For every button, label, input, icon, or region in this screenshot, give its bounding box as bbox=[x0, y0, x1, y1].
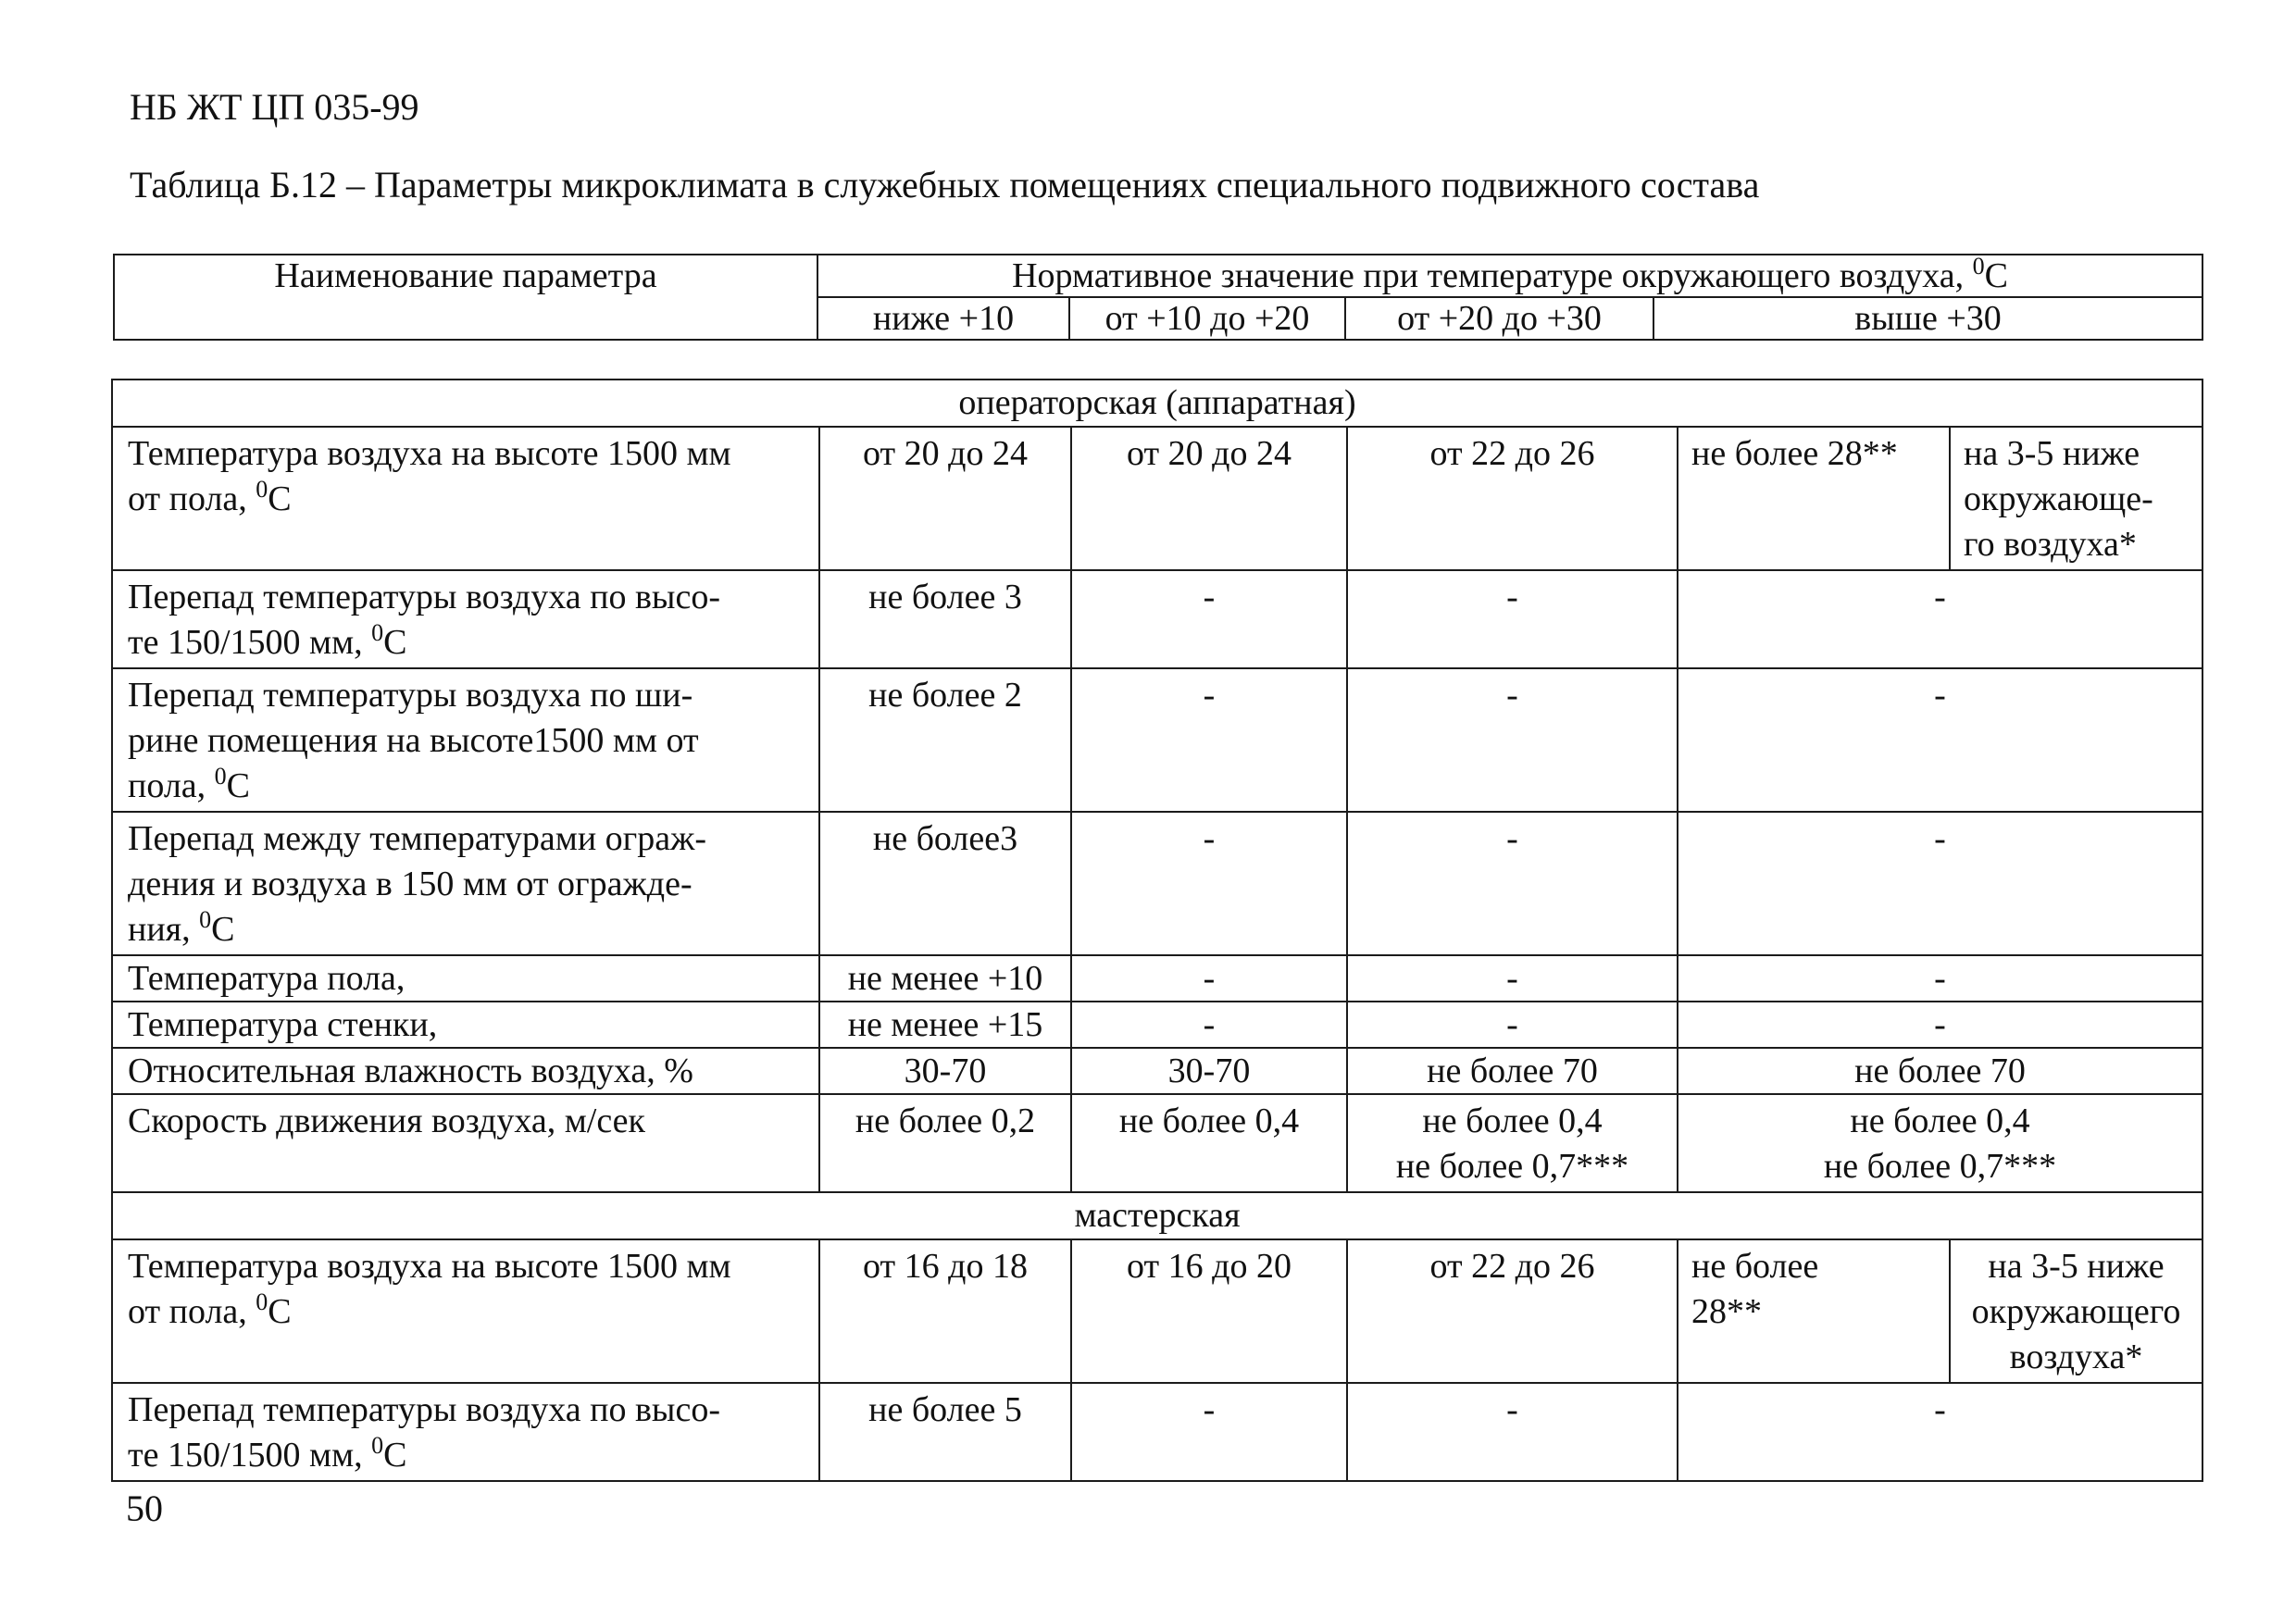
value-cell: 30-70 bbox=[819, 1048, 1071, 1094]
degree-sign: 0 bbox=[256, 1288, 268, 1315]
value-cell: - bbox=[1678, 570, 2202, 668]
parameter-cell: Перепад температуры воздуха по высо- те 150/1500 мм, $^0$C bbox=[112, 1383, 819, 1481]
value-cell: от 20 до 24 bbox=[819, 427, 1071, 570]
table-header bbox=[113, 254, 2203, 341]
value-cell: на 3-5 ниже окружающего воздуха* bbox=[1950, 1239, 2202, 1383]
microclimate-table bbox=[111, 379, 2203, 1482]
table-row bbox=[112, 1383, 2202, 1481]
table-row bbox=[112, 427, 2202, 570]
value-cell: - bbox=[1347, 812, 1678, 955]
value-cell: - bbox=[1347, 668, 1678, 812]
header-parameter-label: Наименование параметра bbox=[274, 256, 657, 295]
table-row bbox=[112, 668, 2202, 812]
value-cell: - bbox=[1071, 570, 1347, 668]
parameter-cell: Перепад температуры воздуха по высо- те 150/1500 мм, $^0$C bbox=[112, 570, 819, 668]
table-row bbox=[112, 812, 2202, 955]
value-cell: от 22 до 26 bbox=[1347, 427, 1678, 570]
value-cell: на 3-5 ниже окружающе- го воздуха* bbox=[1950, 427, 2202, 570]
header-range-above-30: выше +30 bbox=[1653, 297, 2202, 340]
value-cell: - bbox=[1678, 1383, 2202, 1481]
parameter-cell: Температура воздуха на высоте 1500 мм от пола, $^0$C bbox=[112, 1239, 819, 1383]
value-cell: - bbox=[1347, 1383, 1678, 1481]
value-cell: - bbox=[1071, 1002, 1347, 1048]
value-cell: не менее +10 bbox=[819, 955, 1071, 1002]
parameter-cell: Относительная влажность воздуха, % bbox=[112, 1048, 819, 1094]
value-cell: не более 5 bbox=[819, 1383, 1071, 1481]
parameter-cell bbox=[112, 427, 819, 570]
header-range-20-30: от +20 до +30 bbox=[1345, 297, 1653, 340]
table-row bbox=[112, 1094, 2202, 1192]
value-cell: не более 2 bbox=[819, 668, 1071, 812]
value-cell: не более 0,2 bbox=[819, 1094, 1071, 1192]
value-cell: - bbox=[1071, 812, 1347, 955]
table-row bbox=[112, 1002, 2202, 1048]
header-parameter-name bbox=[114, 255, 817, 340]
value-cell: 30-70 bbox=[1071, 1048, 1347, 1094]
section-title: операторская (аппаратная) bbox=[112, 380, 2202, 427]
degree-sign: 0 bbox=[371, 1432, 384, 1459]
parameter-cell: Температура пола, bbox=[112, 955, 819, 1002]
table-row bbox=[112, 570, 2202, 668]
page-number: 50 bbox=[126, 1487, 163, 1529]
parameter-cell: Температура стенки, bbox=[112, 1002, 819, 1048]
value-cell: не более 0,4 bbox=[1071, 1094, 1347, 1192]
section-title: мастерская bbox=[112, 1192, 2202, 1239]
section-header-row bbox=[112, 1192, 2202, 1239]
degree-sign: 0 bbox=[371, 619, 384, 646]
value-cell: не более 28** bbox=[1678, 427, 1950, 570]
header-normative-value bbox=[817, 255, 2202, 297]
parameter-cell: Перепад температуры воздуха по ши- рине помещения на высоте1500 мм от пола, $^0$C bbox=[112, 668, 819, 812]
value-cell: от 22 до 26 bbox=[1347, 1239, 1678, 1383]
table-row bbox=[112, 955, 2202, 1002]
value-cell: - bbox=[1071, 955, 1347, 1002]
header-normative-label: Нормативное значение при температуре окружающего воздуха, bbox=[1012, 256, 1965, 295]
value-cell: - bbox=[1678, 1002, 2202, 1048]
value-cell: - bbox=[1347, 955, 1678, 1002]
parameter-cell: Перепад между температурами ограж- дения и воздуха в 150 мм от огражде- ния, $^0$C bbox=[112, 812, 819, 955]
value-cell: - bbox=[1347, 570, 1678, 668]
degree-sign: 0 bbox=[256, 476, 268, 503]
value-cell: не менее +15 bbox=[819, 1002, 1071, 1048]
value-cell: - bbox=[1678, 668, 2202, 812]
value-cell: - bbox=[1347, 1002, 1678, 1048]
value-cell: - bbox=[1678, 812, 2202, 955]
parameter-line: Температура воздуха на высоте 1500 мм bbox=[128, 434, 731, 473]
parameter-cell: Скорость движения воздуха, м/сек bbox=[112, 1094, 819, 1192]
document-code: НБ ЖТ ЦП 035-99 bbox=[130, 86, 419, 128]
value-cell: от 16 до 18 bbox=[819, 1239, 1071, 1383]
degree-sign: 0 bbox=[214, 763, 227, 790]
value-cell: не более 70 bbox=[1678, 1048, 2202, 1094]
header-range-10-20: от +10 до +20 bbox=[1069, 297, 1345, 340]
value-cell: - bbox=[1071, 1383, 1347, 1481]
value-cell: от 20 до 24 bbox=[1071, 427, 1347, 570]
value-cell: не более 3 bbox=[819, 570, 1071, 668]
header-normative-unit: C bbox=[1984, 256, 2008, 295]
parameter-line: от пола, $^0$C bbox=[128, 476, 292, 518]
table-row bbox=[112, 1048, 2202, 1094]
value-cell: не более 0,4 не более 0,7*** bbox=[1347, 1094, 1678, 1192]
table-row bbox=[112, 1239, 2202, 1383]
degree-sign: 0 bbox=[199, 906, 212, 933]
degree-sign: 0 bbox=[1972, 253, 1985, 280]
table-caption: Таблица Б.12 – Параметры микроклимата в служебных помещениях специального подвижного состава bbox=[130, 164, 1760, 205]
value-cell: не более 28** bbox=[1678, 1239, 1950, 1383]
header-range-below-10: ниже +10 bbox=[817, 297, 1069, 340]
value-cell: не более 0,4 не более 0,7*** bbox=[1678, 1094, 2202, 1192]
value-cell: - bbox=[1071, 668, 1347, 812]
value-cell: от 16 до 20 bbox=[1071, 1239, 1347, 1383]
section-header-row bbox=[112, 380, 2202, 427]
value-cell: не более3 bbox=[819, 812, 1071, 955]
value-cell: не более 70 bbox=[1347, 1048, 1678, 1094]
value-cell: - bbox=[1678, 955, 2202, 1002]
